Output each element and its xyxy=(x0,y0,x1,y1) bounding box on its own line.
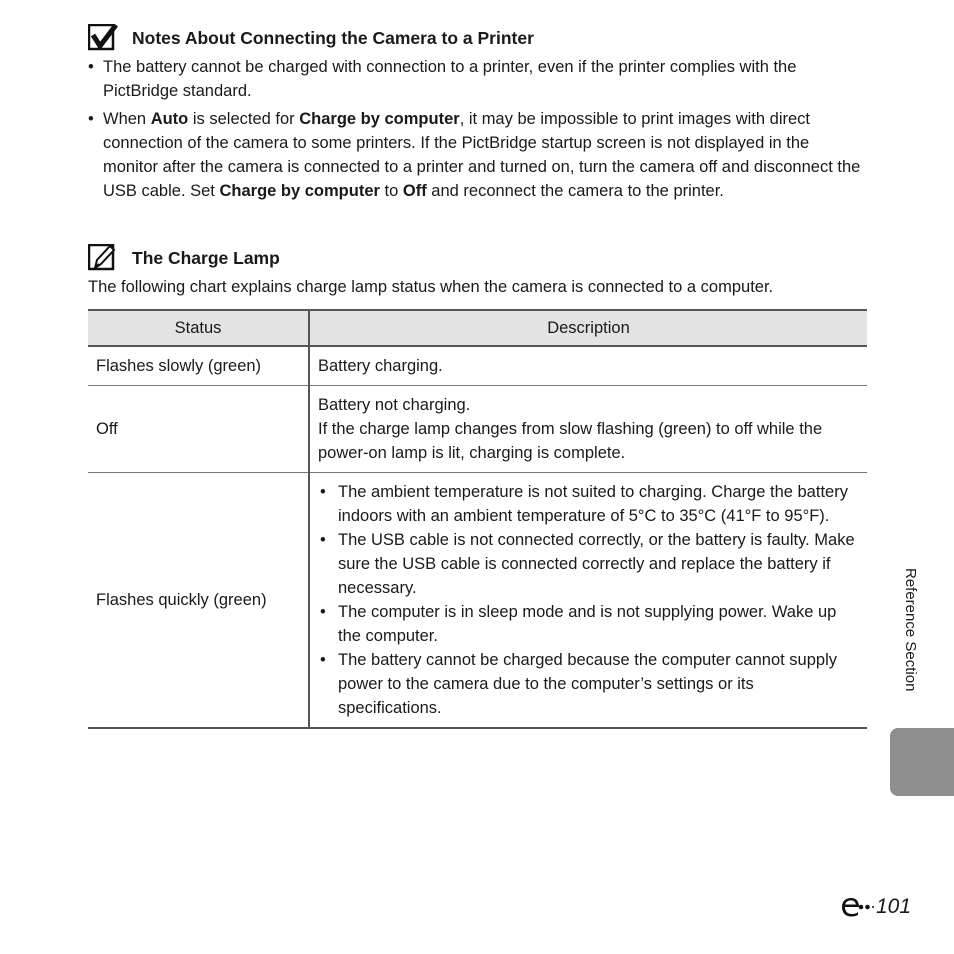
notes-heading-text: Notes About Connecting the Camera to a Printer xyxy=(132,28,534,48)
reference-section-tab[interactable] xyxy=(890,728,954,796)
description-bullet: • The computer is in sleep mode and is not supplying power. Wake up the computer. xyxy=(318,600,859,648)
description-bullet: • The ambient temperature is not suited to charging. Charge the battery indoors with an ambient temperature of 5°C to 35°C (41°F to 95°F). xyxy=(318,480,859,528)
status-cell: Flashes slowly (green) xyxy=(88,346,309,386)
description-cell xyxy=(309,386,867,473)
notes-heading xyxy=(88,24,868,52)
notes-list xyxy=(88,55,868,203)
charge-lamp-section xyxy=(88,244,868,299)
charge-lamp-heading-text: The Charge Lamp xyxy=(132,248,280,268)
charge-lamp-heading xyxy=(88,244,868,272)
table-row xyxy=(88,473,867,729)
notes-section xyxy=(88,24,868,203)
reference-section-label: Reference Section xyxy=(902,568,919,692)
description-list xyxy=(318,480,859,720)
charge-lamp-table xyxy=(88,309,867,729)
description-line: Battery not charging. xyxy=(318,396,471,414)
description-line: If the charge lamp changes from slow flashing (green) to off while the power-on lamp is lit, charging is complete. xyxy=(318,420,823,462)
table-row xyxy=(88,346,867,386)
reference-e-icon xyxy=(840,897,874,917)
description-column-header: Description xyxy=(309,310,867,346)
description-cell xyxy=(309,473,867,729)
status-column-header: Status xyxy=(88,310,309,346)
page-number-text: 101 xyxy=(876,895,912,918)
status-cell: Off xyxy=(88,386,309,473)
table-header-row xyxy=(88,310,867,346)
status-cell: Flashes quickly (green) xyxy=(88,473,309,729)
notes-bullet: • When Auto is selected for Charge by computer, it may be impossible to print images with direct connection of the camera to some printers. If the PictBridge startup screen is not displayed in the monitor after the camera is connected to a printer and turned on, turn the camera off and disconnect the USB cable. Set Charge by computer to Off and reconnect the camera to the printer. xyxy=(88,107,868,203)
charge-lamp-intro: The following chart explains charge lamp status when the camera is connected to a computer. xyxy=(88,278,774,296)
description-bullet: • The battery cannot be charged because the computer cannot supply power to the camera due to the computer’s settings or its specifications. xyxy=(318,648,859,720)
pencil-icon xyxy=(88,244,118,272)
page-number xyxy=(840,893,911,921)
description-cell: Battery charging. xyxy=(309,346,867,386)
description-bullet: • The USB cable is not connected correctly, or the battery is faulty. Make sure the USB cable is connected correctly and replace the battery if necessary. xyxy=(318,528,859,600)
notes-bullet: • The battery cannot be charged with connection to a printer, even if the printer complies with the PictBridge standard. xyxy=(88,55,868,103)
check-icon xyxy=(88,24,118,52)
table-row xyxy=(88,386,867,473)
